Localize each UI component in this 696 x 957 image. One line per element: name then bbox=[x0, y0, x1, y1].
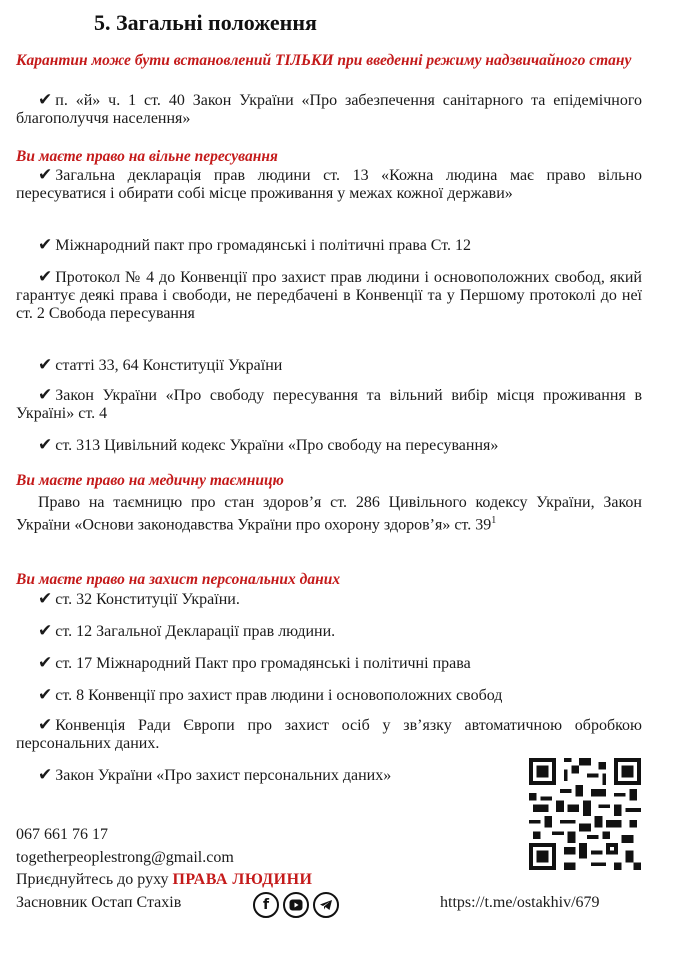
personal-item-3: ✔ ст. 17 Міжнародний Пакт про громадянські і політичні права bbox=[38, 653, 471, 673]
checkmark-icon: ✔ bbox=[38, 621, 53, 641]
checkmark-icon: ✔ bbox=[38, 355, 53, 375]
personal-item-5: ✔ Конвенція Ради Європи про захист осіб у зв’язку автоматичною обробкою персональних даних. bbox=[16, 715, 642, 752]
personal-item-4: ✔ ст. 8 Конвенції про захист прав людини і основоположних свобод bbox=[38, 685, 503, 705]
telegram-link[interactable]: https://t.me/ostakhiv/679 bbox=[440, 894, 600, 911]
movement-item-5: ✔ Закон України «Про свободу пересування та вільний вибір місця проживання в Україні» ст. 4 bbox=[16, 385, 642, 422]
telegram-icon[interactable] bbox=[313, 892, 339, 918]
founder-name: Засновник Остап Стахів bbox=[16, 894, 182, 911]
medical-heading: Ви маєте право на медичну таємницю bbox=[16, 472, 284, 489]
join-movement-line: Приєднуйтесь до руху ПРАВА ЛЮДИНИ bbox=[16, 871, 313, 888]
movement-name: ПРАВА ЛЮДИНИ bbox=[172, 871, 313, 888]
checkmark-icon: ✔ bbox=[38, 715, 53, 735]
movement-item-6: ✔ ст. 313 Цивільний кодекс України «Про свободу на пересування» bbox=[38, 435, 499, 455]
checkmark-icon: ✔ bbox=[38, 685, 53, 705]
movement-heading: Ви маєте право на вільне пересування bbox=[16, 148, 278, 165]
social-links bbox=[253, 892, 339, 918]
section-title: 5. Загальні положення bbox=[94, 10, 317, 35]
quarantine-item: ✔ п. «й» ч. 1 ст. 40 Закон України «Про забезпечення санітарного та епідемічного благополуччя населення» bbox=[16, 90, 642, 127]
checkmark-icon: ✔ bbox=[38, 765, 53, 785]
phone-number: 067 661 76 17 bbox=[16, 826, 108, 843]
personal-item-6: ✔ Закон України «Про захист персональних даних» bbox=[38, 765, 392, 785]
checkmark-icon: ✔ bbox=[38, 235, 53, 255]
movement-item-4: ✔ статті 33, 64 Конституції України bbox=[38, 355, 283, 375]
personal-heading: Ви маєте право на захист персональних даних bbox=[16, 571, 341, 588]
movement-item-2: ✔ Міжнародний пакт про громадянські і політичні права Ст. 12 bbox=[38, 235, 472, 255]
quarantine-heading: Карантин може бути встановлений ТІЛЬКИ при введенні режиму надзвичайного стану bbox=[16, 52, 632, 69]
personal-item-2: ✔ ст. 12 Загальної Декларації прав людини. bbox=[38, 621, 336, 641]
movement-item-1: ✔ Загальна декларація прав людини ст. 13 «Кожна людина має право вільно пересуватися і обирати собі місце проживання у межах кожної держави» bbox=[16, 165, 642, 202]
youtube-icon[interactable] bbox=[283, 892, 309, 918]
medical-text: Право на таємницю про стан здоров’я ст. 286 Цивільного кодексу України, Закон України «Основи законодавства України про охорону здоров’я» ст. $39^1$ bbox=[16, 494, 642, 534]
personal-item-1: ✔ ст. 32 Конституції України. bbox=[38, 589, 240, 609]
checkmark-icon: ✔ bbox=[38, 589, 53, 609]
checkmark-icon: ✔ bbox=[38, 267, 53, 287]
checkmark-icon: ✔ bbox=[38, 435, 53, 455]
checkmark-icon: ✔ bbox=[38, 90, 53, 110]
checkmark-icon: ✔ bbox=[38, 165, 53, 185]
checkmark-icon: ✔ bbox=[38, 653, 53, 673]
facebook-icon[interactable]: f bbox=[253, 892, 279, 918]
checkmark-icon: ✔ bbox=[38, 385, 53, 405]
qr-code[interactable] bbox=[526, 758, 644, 870]
email-address[interactable]: togetherpeoplestrong@gmail.com bbox=[16, 849, 234, 866]
movement-item-3: ✔ Протокол № 4 до Конвенції про захист прав людини і основоположних свобод, який гарантує деякі права і свободи, не передбачені в Конвенції та у Першому протоколі до неї ст. 2 Свобода пересування bbox=[16, 267, 642, 322]
